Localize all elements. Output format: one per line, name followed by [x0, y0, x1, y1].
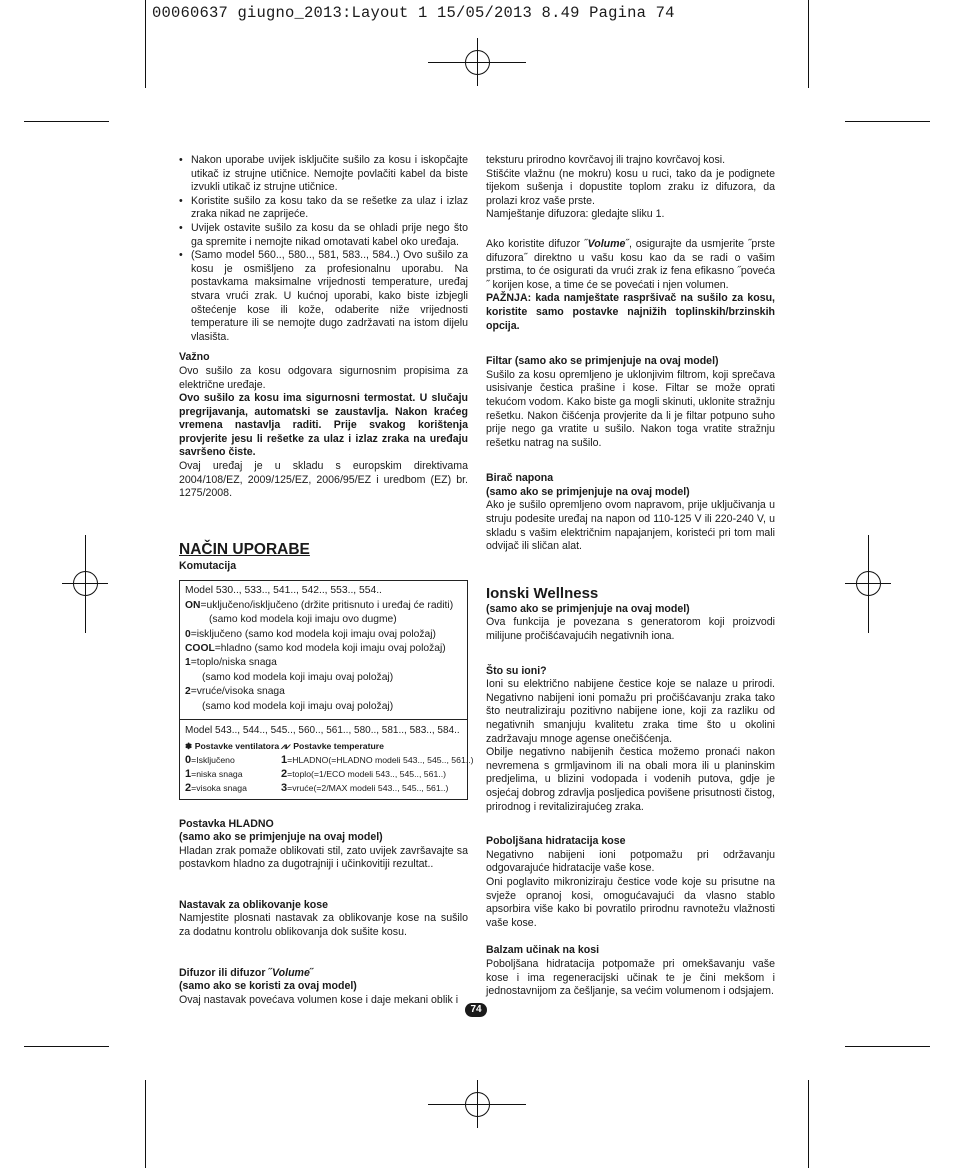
- model-line: Model 530.., 533.., 541.., 542.., 553.., 554..: [185, 585, 382, 597]
- table-cell: 2=toplo(=1/ECO modeli 543.., 545.., 561..): [281, 767, 447, 780]
- paragraph: Sušilo za kosu opremljeno je uklonjivim filtrom, koji sprečava usisivanje čestica prašine i kose. Filtar se može oprati tekućom vodom. Kako biste ga mogli skinuti, uklonite stražnju rešetku. Nakon čišćenja provjerite da li je filtar potpuno suho prije nego ga vratite u sušilo. Nakon toga vratite stražnju rešetku natrag na sušilo.: [486, 368, 775, 449]
- paragraph: Obilje negativno nabijenih čestica možemo pronaći nakon nevremena s grmljavinom ili na obali mora ili u planinskim predjelima, u blizini vodopada i vodenih putova, gdje je osjećaj dobrog zdravlja posljedica povišene prisutnosti čistog, prirodnog i revitalizirajućeg zraka.: [486, 746, 775, 813]
- crop-mark: [845, 121, 930, 122]
- paragraph: Ovo sušilo za kosu ima sigurnosni termostat. U slučaju pregrijavanja, automatski se zaustavlja. Nakon kraćeg vremena nastavlja raditi. Prije svakog korištenja provjerite jesu li rešetke za ulaz i izlaz zraka na uređaju savršeno čiste.: [179, 392, 468, 459]
- section-heading: Birač napona: [486, 472, 554, 485]
- table-cell: 3=vruće(=2/MAX modeli 543.., 545.., 561..): [281, 781, 449, 794]
- registration-circle: [465, 1092, 490, 1117]
- paragraph: Namještanje difuzora: gledajte sliku 1.: [486, 208, 665, 221]
- list-item: • (Samo model 560.., 580.., 581, 583.., 584..) Ovo sušilo za kosu je osmišljeno za profesionalnu uporabu. Na postavkama maksimalne vrijednosti temperature, uređaj stvara vrući zrak. U kućnoj uporabi, kako biste izbjegli oštećenje kose ili kože, odaberite niže vrijednosti temperature ili se nemojte dugo zadržavati na istom dijelu vlasišta.: [179, 249, 468, 344]
- list-item: • Nakon uporabe uvijek isključite sušilo za kosu i iskopčajte utikač iz strujne utičnice. Nemojte povlačiti kabel da biste izvukli utikač iz strujne utičnice.: [179, 154, 468, 195]
- paragraph: Ovaj nastavak povećava volumen kose i daje mekani oblik i: [179, 993, 459, 1006]
- paragraph: Stišćite vlažnu (ne mokru) kosu u ruci, tako da je podignete tijekom sušenja i dopustite toplom zraku iz difuzora, da prolazi kroz vaše prste.: [486, 167, 775, 207]
- switch-table: [179, 580, 474, 799]
- key-label: 1: [185, 657, 191, 669]
- section-subheading: (samo ako se primjenjuje na ovaj model): [486, 485, 690, 498]
- warning-paragraph: PAŽNJA: kada namještate raspršivač na sušilo za kosu, koristite samo postavke najnižih toplinskih/brzinskih opcija.: [486, 292, 775, 332]
- paragraph: Ovaj uređaj je u skladu s europskim direktivama 2004/108/EZ, 2009/125/EZ, 2006/95/EZ i uredbom (EZ) br. 1275/2008.: [179, 460, 468, 500]
- section-heading: Komutacija: [179, 559, 237, 572]
- section-subheading: (samo ako se primjenjuje na ovaj model): [486, 602, 690, 615]
- key-note: (samo kod modela koji imaju ovo dugme): [209, 614, 397, 626]
- section-subheading: (samo ako se koristi za ovaj model): [179, 980, 357, 993]
- section-heading: Važno: [179, 351, 210, 364]
- safety-bullet-list: [179, 154, 468, 344]
- crop-mark: [24, 1046, 109, 1047]
- key-label: 0: [185, 628, 191, 640]
- key-desc: =toplo/niska snaga: [190, 657, 277, 669]
- temperature-icon: ⩘⩗: [281, 740, 291, 751]
- section-heading: Što su ioni?: [486, 664, 547, 677]
- paragraph: teksturu prirodno kovrčavoj ili trajno kovrčavoj kosi.: [486, 154, 726, 166]
- key-label: COOL: [185, 643, 215, 655]
- section-heading: Filtar (samo ako se primjenjuje na ovaj model): [486, 355, 719, 368]
- list-item: • Koristite sušilo za kosu tako da se rešetke za ulaz i izlaz zraka nikad ne zaprijeće.: [179, 195, 468, 222]
- key-label: 2: [185, 686, 191, 698]
- paragraph: Negativno nabijeni ioni potpomažu pri održavanju odgovarajuće hidratacije vaše kose.: [486, 848, 775, 875]
- paragraph: Ovo sušilo za kosu odgovara sigurnosnim propisima za električne uređaje.: [179, 364, 468, 391]
- key-label: ON: [185, 599, 201, 611]
- paragraph: Namjestite plosnati nastavak za oblikovanje kose na sušilo za dodatnu kontrolu oblikovanja dok sušite kosu.: [179, 912, 468, 939]
- crop-mark: [24, 121, 109, 122]
- crop-mark: [145, 1080, 146, 1168]
- right-column: [486, 154, 775, 999]
- list-item: • Uvijek ostavite sušilo za kosu da se ohladi prije nego što ga spremite i nemojte nikad omotavati kabel oko uređaja.: [179, 222, 468, 249]
- crop-mark: [808, 0, 809, 88]
- paragraph: Ako koristite difuzor ˝Volume˝, osigurajte da usmjerite ˝prste difuzora˝ direktno u vašu kosu kao da se radi o vašim prstima, to će osigurati da vrući zrak iz fena efikasno ˝poveća ˝ korijen kose, a time će se povećati i njen volumen.: [486, 237, 775, 291]
- key-desc: =hladno (samo kod modela koji imaju ovaj položaj): [214, 643, 446, 655]
- key-desc: =uključeno/isključeno (držite pritisnuto i uređaj će raditi): [200, 599, 454, 611]
- left-column: [179, 154, 474, 1007]
- table-divider: [180, 719, 467, 720]
- registration-circle: [73, 571, 98, 596]
- table-cell: 1=HLADNO(=HLADNO modeli 543.., 545.., 561..): [281, 753, 474, 766]
- section-heading: Difuzor ili difuzor ˝Volume˝: [179, 966, 314, 979]
- registration-circle: [465, 50, 490, 75]
- model-line: Model 543.., 544.., 545.., 560.., 561.., 580.., 581.., 583.., 584..: [185, 725, 460, 737]
- paragraph: Poboljšana hidratacija potpomaže pri omekšavanju vaše kose i ima regeneracijski učinak te je čini mekšom i jednostavnijom za češljanje, sa većim volumenom i odsjajem.: [486, 957, 775, 998]
- table-cell: 1=niska snaga: [185, 767, 243, 780]
- paragraph: Oni poglavito mikroniziraju čestice vode koje su prisutne na svježe opranoj kosi, omogućavajući da vlasno stablo apsorbira više kako bi povratilo prirodnu ravnotežu vlažnosti vaše kose.: [486, 875, 775, 929]
- key-desc: =vruće/visoka snaga: [190, 686, 285, 698]
- column-header: Postavke temperature: [293, 740, 385, 751]
- print-slug: 00060637 giugno_2013:Layout 1 15/05/2013 8.49 Pagina 74: [152, 4, 675, 22]
- crop-mark: [845, 1046, 930, 1047]
- paragraph: Ova funkcija je povezana s generatorom koji proizvodi milijune pročišćavajućih negativnih iona.: [486, 616, 775, 643]
- crop-mark: [145, 0, 146, 88]
- paragraph: Ako je sušilo opremljeno ovom napravom, prije uključivanja u struju podesite uređaj na napon od 110-125 V ili 220-240 V, u skladu s vašim električnim napajanjem, koristeći pri tom mali odvijač ili sličan alat.: [486, 499, 775, 553]
- page-title: NAČIN UPORABE: [179, 540, 310, 558]
- section-title: Ionski Wellness: [486, 584, 599, 602]
- key-note: (samo kod modela koji imaju ovaj položaj): [202, 671, 394, 683]
- table-cell: 0=Isključeno: [185, 753, 235, 766]
- crop-mark: [808, 1080, 809, 1168]
- section-heading: Postavka HLADNO: [179, 817, 274, 830]
- registration-circle: [856, 571, 881, 596]
- key-desc: =isključeno (samo kod modela koji imaju ovaj položaj): [190, 628, 436, 640]
- paragraph: Hladan zrak pomaže oblikovati stil, zato uvijek završavajte sa postavkom hladno za dugotrajniji i učinkovitiji rezultat..: [179, 844, 468, 871]
- section-heading: Balzam učinak na kosi: [486, 944, 600, 957]
- page-number: 74: [465, 1003, 487, 1017]
- paragraph: Ioni su električno nabijene čestice koje se nalaze u prirodi. Negativno nabijeni ioni pomažu pri pročišćavanju zraka tako što neutraliziraju pozitivno nabijene ione, koji za razliku od negativnih smanjuju kvalitetu zraka time što u okolini zadržavaju mnoge agense onečišćenja.: [486, 678, 775, 745]
- key-note: (samo kod modela koji imaju ovaj položaj): [202, 700, 394, 712]
- table-cell: 2=visoka snaga: [185, 781, 247, 794]
- column-header: Postavke ventilatora: [194, 740, 280, 751]
- section-heading: Poboljšana hidratacija kose: [486, 835, 626, 848]
- settings-grid: [185, 739, 474, 795]
- section-subheading: (samo ako se primjenjuje na ovaj model): [179, 831, 383, 844]
- section-heading: Nastavak za oblikovanje kose: [179, 898, 328, 911]
- fan-icon: ✽: [185, 740, 193, 751]
